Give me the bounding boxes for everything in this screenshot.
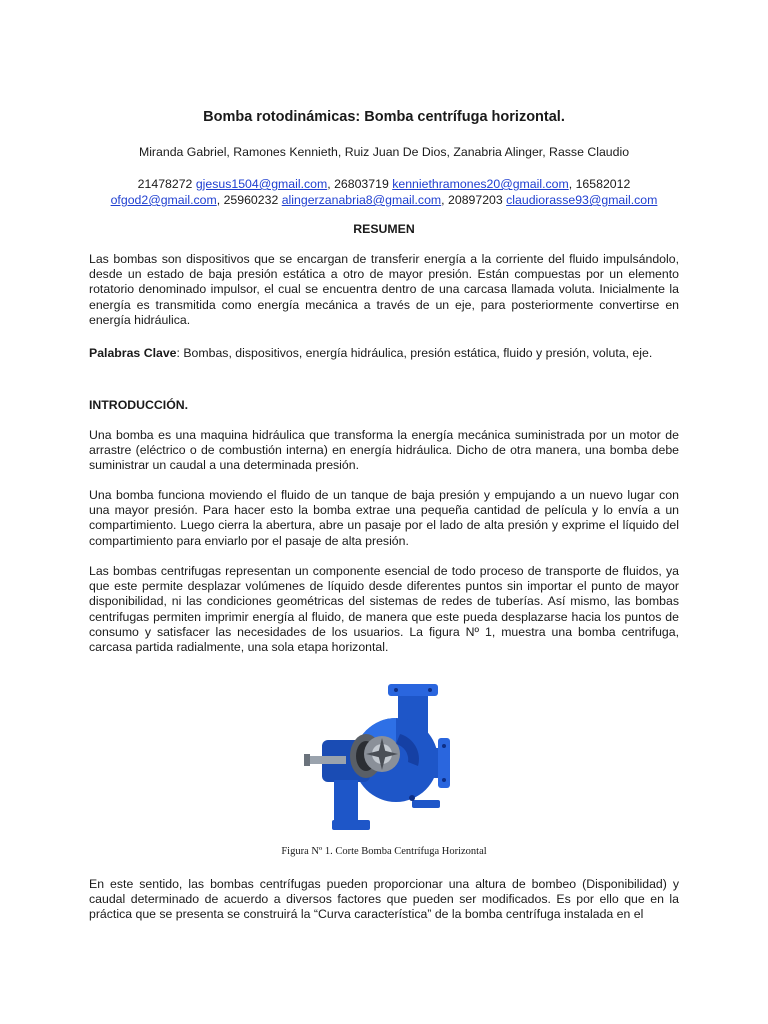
email-link[interactable]: claudiorasse93@gmail.com (506, 193, 658, 207)
intro-heading: INTRODUCCIÓN. (89, 398, 189, 412)
author-list: Miranda Gabriel, Ramones Kennieth, Ruiz Juan De Dios, Zanabria Alinger, Rasse Claudio (138, 145, 630, 159)
keywords-paragraph (89, 346, 679, 361)
abstract-paragraph: Las bombas son dispositivos que se encargan de transferir energía a la corriente del fluido impulsándolo, desde un estado de baja presión estática a otro de mayor presión. Están compuestas por un elemento rotatorio denominado impulsor, el cual se encuentra dentro de una carcasa llamada voluta. Inicialmente la energía es transmitida como energía mecánica a través de un eje, para posteriormente convertirse en energía hidráulica. (89, 252, 679, 327)
contact-list: 21478272 gjesus1504@gmail.com, 26803719 kenniethramones20@gmail.com, 16582012 ofgod2@gmail.com, 25960232 alingerzanabria8@gmail.com, 20897203 claudiorasse93@gmail.com (110, 177, 658, 207)
contact-id: 21478272 (137, 177, 193, 191)
intro-paragraph-1: Una bomba es una maquina hidráulica que transforma la energía mecánica suministrada por un motor de arrastre (eléctrico o de combustión interna) en energía hidráulica. Dicho de otra manera, una bomba debe suministrar un caudal a una determinada presión. (89, 428, 679, 473)
figure-caption: Figura Nº 1. Corte Bomba Centrífuga Horizontal (281, 846, 487, 857)
email-link[interactable]: alingerzanabria8@gmail.com (281, 193, 442, 207)
email-link[interactable]: gjesus1504@gmail.com (195, 177, 328, 191)
keywords-text: : Bombas, dispositivos, energía hidráulica, presión estática, fluido y presión, voluta, eje. (176, 346, 653, 360)
contact-id: 16582012 (575, 177, 631, 191)
intro-paragraph-3: Las bombas centrifugas representan un componente esencial de todo proceso de transporte de fluidos, ya que este permite desplazar volúmenes de líquido desde diferentes puntos sin importar el punto de mayor disponibilidad, ni las condiciones geométricas del sistemas de redes de tuberías. Así mismo, las bombas centrifugas permiten imprimir energía al fluido, de manera que este pueda desplazarse hacia los puntos de consumo y satisfacer las necesidades de los usuarios. La figura Nº 1, muestra una bomba centrifuga, carcasa partida radialmente, una sola etapa horizontal. (89, 564, 679, 655)
intro-paragraph-2: Una bomba funciona moviendo el fluido de un tanque de baja presión y empujando a un nuevo lugar con una mayor presión. Para hacer esto la bomba extrae una pequeña cantidad de película y lo envía a un compartimiento. Luego cierra la abertura, abre un pasaje por el lado de alta presión y exprime el líquido del compartimiento para enviarlo por el pasaje de alta presión. (89, 488, 679, 548)
centrifugal-pump-image (300, 682, 460, 842)
intro-paragraph-4: En este sentido, las bombas centrífugas pueden proporcionar una altura de bombeo (Disponibilidad) y caudal determinado de acuerdo a diversos factores que pueden ser modificados. Es por ello que en la práctica que se presenta se construirá la “Curva característica” de la bomba centrífuga instalada en el (89, 877, 679, 922)
document-title: Bomba rotodinámicas: Bomba centrífuga horizontal. (203, 109, 565, 125)
contact-id: 25960232 (223, 193, 279, 207)
contact-id: 20897203 (448, 193, 503, 207)
contact-id: 26803719 (334, 177, 389, 191)
pump-illustration-icon (300, 682, 460, 842)
email-link[interactable]: ofgod2@gmail.com (110, 193, 217, 207)
abstract-heading: RESUMEN (353, 222, 415, 236)
keywords-label: Palabras Clave (89, 346, 177, 360)
email-link[interactable]: kenniethramones20@gmail.com (392, 177, 569, 191)
